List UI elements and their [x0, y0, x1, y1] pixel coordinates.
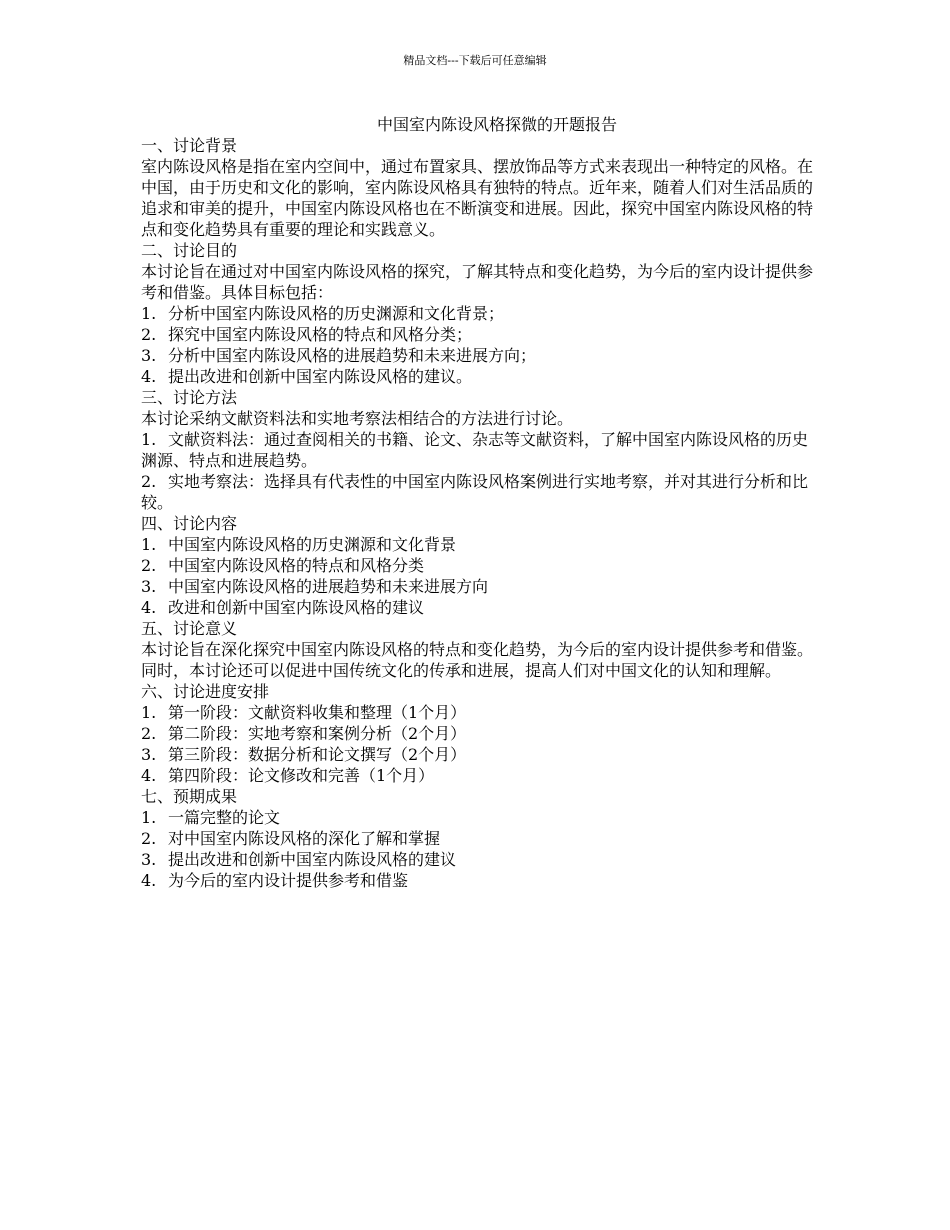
- list-item: [141, 849, 813, 870]
- list-item-text: 对中国室内陈设风格的深化了解和掌握: [168, 829, 441, 848]
- list-item: [141, 702, 813, 723]
- list-item: [141, 765, 813, 786]
- list-item: [141, 597, 813, 618]
- section-heading: 五、讨论意义: [141, 619, 238, 638]
- section-paragraph: 本讨论旨在通过对中国室内陈设风格的探究，了解其特点和变化趋势，为今后的室内设计提供参考和借鉴。具体目标包括：: [141, 262, 814, 302]
- list-item-number: 1.: [141, 430, 157, 449]
- section-heading: 一、讨论背景: [141, 136, 238, 155]
- list-item: [141, 555, 813, 576]
- section-paragraph: 本讨论旨在深化探究中国室内陈设风格的特点和变化趋势，为今后的室内设计提供参考和借鉴。同时，本讨论还可以促进中国传统文化的传承和进展，提高人们对中国文化的认知和理解。: [141, 640, 814, 680]
- list-item: [141, 429, 813, 471]
- list-item: [141, 744, 813, 765]
- list-item: [141, 807, 813, 828]
- section-heading: 三、讨论方法: [141, 388, 238, 407]
- section: [141, 387, 813, 513]
- list-item: [141, 534, 813, 555]
- list-item: [141, 324, 813, 345]
- list-item-number: 4.: [141, 598, 157, 617]
- list-item-number: 3.: [141, 850, 157, 869]
- list-item-number: 4.: [141, 367, 157, 386]
- section: [141, 681, 813, 786]
- list-item-text: 提出改进和创新中国室内陈设风格的建议。: [168, 367, 473, 386]
- list-item-text: 第一阶段：文献资料收集和整理（1个月）: [168, 703, 467, 722]
- list-item-text: 分析中国室内陈设风格的历史渊源和文化背景；: [168, 304, 505, 323]
- list-item: [141, 870, 813, 891]
- list-item: [141, 576, 813, 597]
- list-item-number: 2.: [141, 472, 157, 491]
- list-item-number: 2.: [141, 556, 157, 575]
- section-heading: 七、预期成果: [141, 787, 238, 806]
- list-item-text: 一篇完整的论文: [168, 808, 281, 827]
- list-item-number: 2.: [141, 829, 157, 848]
- list-item-number: 4.: [141, 766, 157, 785]
- list-item-number: 3.: [141, 346, 157, 365]
- list-item-text: 中国室内陈设风格的进展趋势和未来进展方向: [168, 577, 489, 596]
- page-header: 精品文档---下载后可任意编辑: [403, 54, 547, 67]
- list-item-text: 探究中国室内陈设风格的特点和风格分类；: [168, 325, 473, 344]
- section-heading: 二、讨论目的: [141, 241, 238, 260]
- document-title: 中国室内陈设风格探微的开题报告: [376, 115, 617, 134]
- list-item-number: 1.: [141, 703, 157, 722]
- list-item: [141, 345, 813, 366]
- list-item-number: 2.: [141, 724, 157, 743]
- list-item-text: 分析中国室内陈设风格的进展趋势和未来进展方向；: [168, 346, 537, 365]
- list-item-text: 文献资料法：通过查阅相关的书籍、论文、杂志等文献资料，了解中国室内陈设风格的历史渊源、特点和进展趋势。: [141, 430, 809, 470]
- list-item-number: 1.: [141, 304, 157, 323]
- list-item: [141, 828, 813, 849]
- section-heading: 六、讨论进度安排: [141, 682, 270, 701]
- section-paragraph: 本讨论采纳文献资料法和实地考察法相结合的方法进行讨论。: [141, 409, 574, 428]
- list-item-text: 第四阶段：论文修改和完善（1个月）: [168, 766, 435, 785]
- list-item: [141, 366, 813, 387]
- section: [141, 135, 813, 240]
- list-item: [141, 303, 813, 324]
- section: [141, 786, 813, 891]
- list-item-number: 3.: [141, 745, 157, 764]
- section: [141, 513, 813, 618]
- section-paragraph: 室内陈设风格是指在室内空间中，通过布置家具、摆放饰品等方式来表现出一种特定的风格。在中国，由于历史和文化的影响，室内陈设风格具有独特的特点。近年来，随着人们对生活品质的追求和审美的提升，中国室内陈设风格也在不断演变和进展。因此，探究中国室内陈设风格的特点和变化趋势具有重要的理论和实践意义。: [141, 157, 814, 239]
- section: [141, 618, 813, 681]
- list-item: [141, 471, 813, 513]
- list-item-text: 改进和创新中国室内陈设风格的建议: [168, 598, 425, 617]
- list-item-text: 为今后的室内设计提供参考和借鉴: [168, 871, 409, 890]
- list-item-text: 第三阶段：数据分析和论文撰写（2个月）: [168, 745, 467, 764]
- list-item-number: 2.: [141, 325, 157, 344]
- list-item-number: 3.: [141, 577, 157, 596]
- list-item-text: 中国室内陈设风格的特点和风格分类: [168, 556, 425, 575]
- section-heading: 四、讨论内容: [141, 514, 238, 533]
- document-body: [141, 114, 813, 891]
- list-item-text: 提出改进和创新中国室内陈设风格的建议: [168, 850, 457, 869]
- list-item-number: 1.: [141, 535, 157, 554]
- list-item-text: 第二阶段：实地考察和案例分析（2个月）: [168, 724, 467, 743]
- list-item-number: 4.: [141, 871, 157, 890]
- list-item-text: 中国室内陈设风格的历史渊源和文化背景: [168, 535, 457, 554]
- list-item-text: 实地考察法：选择具有代表性的中国室内陈设风格案例进行实地考察，并对其进行分析和比较。: [141, 472, 809, 512]
- section: [141, 240, 813, 387]
- list-item-number: 1.: [141, 808, 157, 827]
- list-item: [141, 723, 813, 744]
